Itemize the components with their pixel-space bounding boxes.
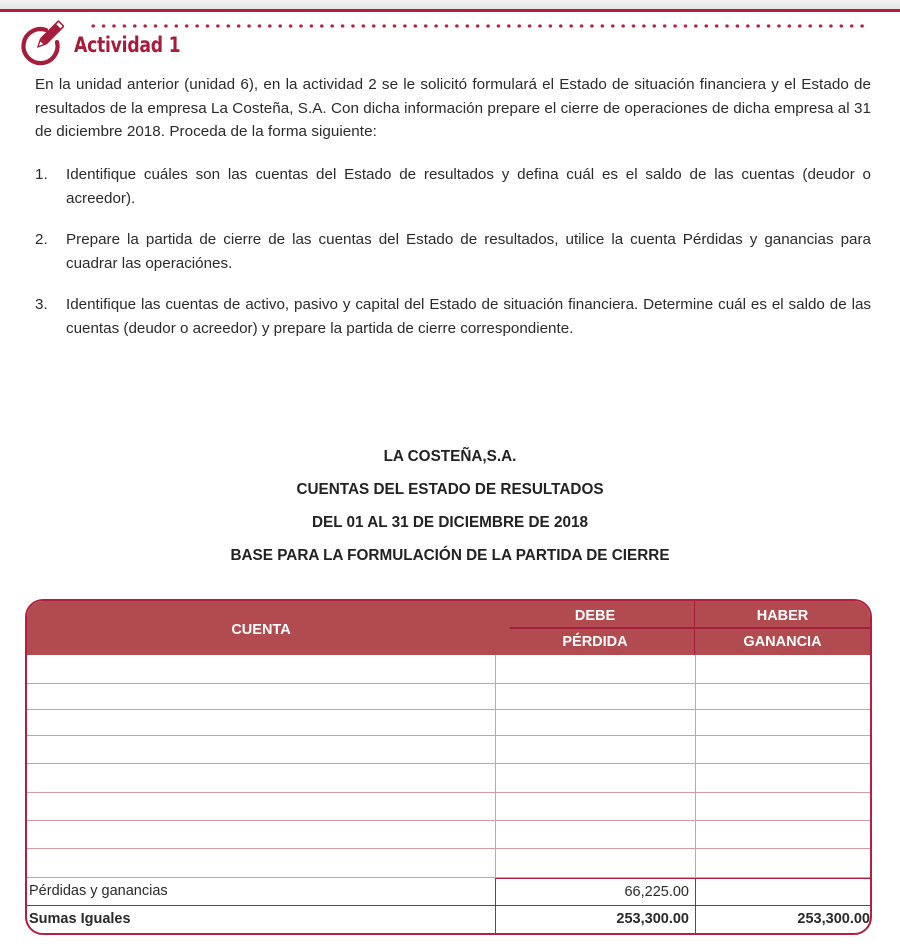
cell-haber[interactable]	[695, 849, 872, 877]
step-item	[35, 163, 871, 210]
cell-cuenta[interactable]	[29, 710, 495, 735]
activity-title: Actividad 1	[74, 33, 181, 57]
column-header-cuenta: CUENTA	[231, 622, 291, 638]
cell-cuenta[interactable]	[29, 684, 495, 709]
cell-debe[interactable]	[495, 655, 695, 683]
step-item	[35, 228, 871, 275]
cell-cuenta[interactable]	[29, 821, 495, 848]
cell-debe[interactable]	[495, 764, 695, 792]
step-text: Identifique cuáles son las cuentas del Estado de resultados y defina cuál es el saldo de las cuentas (deudor o acreedor).	[66, 166, 871, 207]
page-top-rule	[0, 9, 900, 12]
cell-haber[interactable]	[695, 710, 872, 735]
table-row	[27, 736, 870, 764]
company-name: LA COSTEÑA,S.A.	[383, 448, 517, 465]
cell-haber[interactable]	[695, 684, 872, 709]
cell-debe: 66,225.00	[495, 878, 695, 905]
intro-paragraph: En la unidad anterior (unidad 6), en la actividad 2 se le solicitó formulará el Estado de situación financiera y el Estado de resultados de la empresa La Costeña, S.A. Con dicha información prepare el cierre de operaciones de dicha empresa al 31 de diciembre 2018. Proceda de la forma siguiente:	[35, 76, 871, 140]
cell-cuenta[interactable]	[29, 655, 495, 683]
cell-haber[interactable]	[695, 821, 872, 848]
statement-heading	[0, 440, 900, 572]
closing-entry-table	[25, 599, 872, 935]
cell-cuenta: Pérdidas y ganancias	[29, 883, 168, 899]
table-row	[27, 821, 870, 849]
table-row-perdidas-ganancias	[27, 878, 870, 906]
table-row	[27, 793, 870, 821]
step-number: 3.	[35, 296, 48, 313]
cell-debe[interactable]	[495, 736, 695, 763]
pencil-circle-icon	[18, 20, 64, 66]
column-header-debe: DEBE	[574, 608, 616, 624]
activity-header	[18, 20, 878, 66]
table-row	[27, 710, 870, 736]
cell-cuenta[interactable]	[29, 793, 495, 820]
column-header-perdida: PÉRDIDA	[562, 634, 628, 650]
step-number: 2.	[35, 231, 48, 248]
statement-purpose: BASE PARA LA FORMULACIÓN DE LA PARTIDA DE CIERRE	[230, 547, 670, 564]
cell-haber-total: 253,300.00	[695, 906, 872, 934]
cell-haber[interactable]	[695, 736, 872, 763]
cell-debe[interactable]	[495, 821, 695, 848]
cell-debe[interactable]	[495, 710, 695, 735]
table-row	[27, 684, 870, 710]
table-row-sumas-iguales	[27, 906, 870, 934]
statement-title: CUENTAS DEL ESTADO DE RESULTADOS	[296, 481, 604, 498]
statement-period: DEL 01 AL 31 DE DICIEMBRE DE 2018	[311, 514, 588, 531]
cell-cuenta[interactable]	[29, 736, 495, 763]
cell-haber[interactable]	[695, 878, 872, 905]
table-row	[27, 655, 870, 684]
dotted-divider	[88, 24, 868, 28]
step-number: 1.	[35, 166, 48, 183]
cell-debe-total: 253,300.00	[495, 906, 695, 934]
cell-debe[interactable]	[495, 793, 695, 820]
cell-haber[interactable]	[695, 793, 872, 820]
cell-cuenta[interactable]	[29, 764, 495, 792]
step-text: Identifique las cuentas de activo, pasivo y capital del Estado de situación financiera. Determine cuál es el saldo de las cuentas (deudor o acreedor) y prepare la partida de cierre correspondiente.	[66, 296, 871, 337]
cell-debe[interactable]	[495, 849, 695, 877]
table-row	[27, 764, 870, 793]
column-header-ganancia: GANANCIA	[743, 634, 822, 650]
cell-haber[interactable]	[695, 655, 872, 683]
column-header-haber: HABER	[756, 608, 809, 624]
cell-cuenta[interactable]	[29, 849, 495, 877]
cell-haber[interactable]	[695, 764, 872, 792]
cell-debe[interactable]	[495, 684, 695, 709]
cell-cuenta: Sumas Iguales	[29, 911, 131, 927]
step-item	[35, 293, 871, 340]
step-text: Prepare la partida de cierre de las cuentas del Estado de resultados, utilice la cuenta Pérdidas y ganancias para cuadrar las operaciónes.	[66, 231, 871, 272]
table-row	[27, 849, 870, 878]
table-header	[27, 601, 870, 655]
header-divider-horizontal	[510, 627, 872, 629]
page-top-band	[0, 0, 900, 9]
steps-list	[35, 163, 871, 358]
